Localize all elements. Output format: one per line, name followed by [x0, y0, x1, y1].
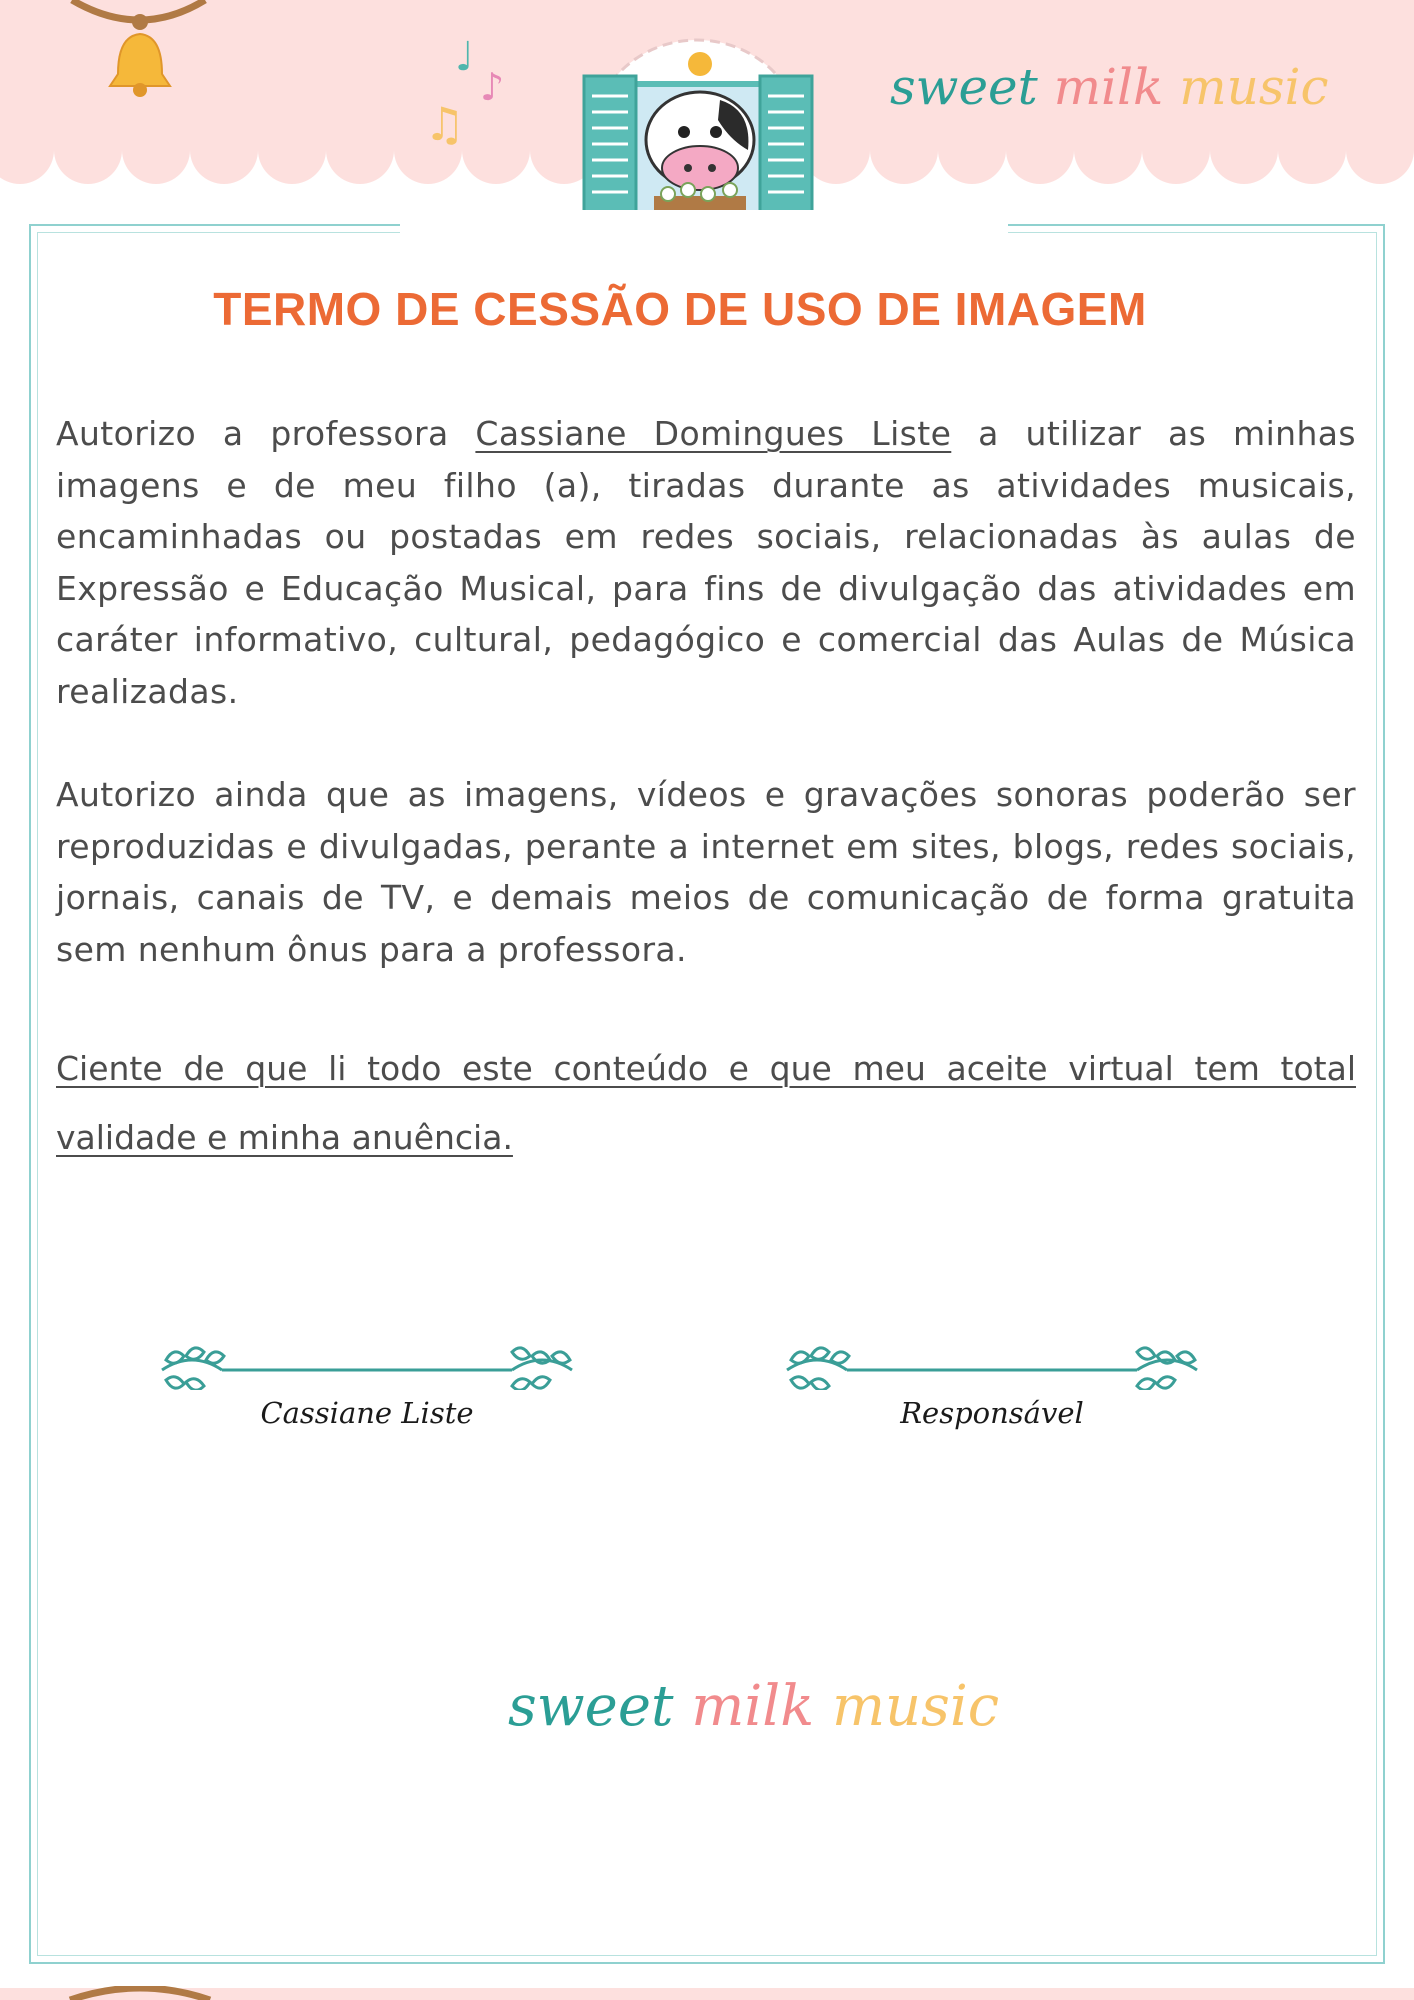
brand-word-milk: milk — [1053, 58, 1164, 116]
footer-bell-rope — [60, 1986, 220, 2000]
svg-text:♫: ♫ — [424, 97, 466, 151]
signature-guardian — [777, 1330, 1207, 1440]
brand-logo-bottom — [508, 1674, 999, 1739]
document-title: TERMO DE CESSÃO DE USO DE IMAGEM — [213, 283, 1147, 335]
paragraph-media-usage: Autorizo ainda que as imagens, vídeos e gravações sonoras poderão ser reproduzidas e divulgadas, perante a internet em sites, blogs, redes sociais, jornais, canais de TV, e demais meios de comunicação de forma gratuita sem nenhum ônus para a professora. — [56, 775, 1356, 969]
signature-label-guardian: Responsável — [900, 1396, 1084, 1430]
teacher-name: Cassiane Domingues Liste — [475, 414, 952, 453]
svg-text:♪: ♪ — [480, 65, 505, 109]
paragraph-authorization-intro: Autorizo a professora — [56, 414, 476, 453]
signature-label-teacher: Cassiane Liste — [260, 1396, 474, 1430]
signature-teacher — [152, 1330, 582, 1440]
brand-word-sweet: sweet — [890, 58, 1038, 116]
paragraph-authorization — [56, 408, 1356, 718]
brand-word-milk: milk — [691, 1674, 815, 1739]
signature-line-right — [777, 1330, 1207, 1390]
brand-word-music: music — [1179, 58, 1329, 116]
brand-word-music: music — [831, 1674, 1000, 1739]
frame-gap — [400, 220, 1008, 236]
paragraph-authorization-body: a utilizar as minhas imagens e de meu filho (a), tiradas durante as atividades musicais, encaminhadas ou postadas em redes sociais, relacionadas às aulas de Expressão e Educação Musical, para fins de divulgação das atividades em caráter informativo, cultural, pedagógico e comercial das Aulas de Música realizadas. — [56, 414, 1357, 711]
paragraph-consent: Ciente de que li todo este conteúdo e que meu aceite virtual tem total validade e minha anuência. — [56, 1049, 1356, 1157]
svg-text:♩: ♩ — [455, 34, 474, 80]
brand-word-sweet: sweet — [508, 1674, 674, 1739]
brand-logo-top — [890, 58, 1329, 116]
signature-line-left — [152, 1330, 582, 1390]
